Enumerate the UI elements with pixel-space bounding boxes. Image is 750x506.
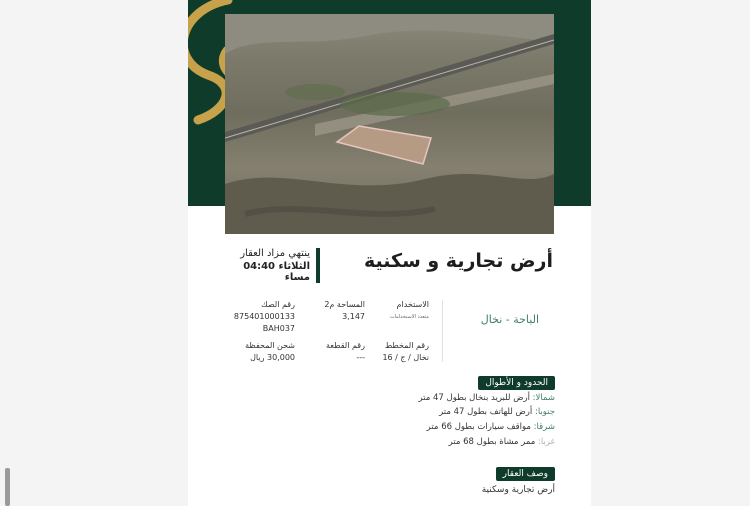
page-title: أرض تجارية و سكنية (364, 250, 553, 272)
plan-cell (382, 341, 429, 362)
boundary-south-text: أرض للهاتف بطول 47 متر (439, 407, 533, 417)
boundary-south-dir: جنوبا: (534, 407, 555, 417)
boundary-west-dir: غربا: (538, 437, 555, 447)
wallet-label: شحن المحفظة (245, 341, 295, 350)
deed-code: BAH037 (262, 324, 295, 333)
area-cell (324, 300, 365, 321)
plot-cell (326, 341, 365, 362)
boundary-west-text: ممر مشاة بطول 68 متر (448, 437, 536, 447)
wallet-value: 30,000 ريال (250, 353, 295, 362)
boundary-east-dir: شرقا: (533, 422, 555, 432)
deed-cell (234, 300, 295, 333)
area-label: المساحة م2 (324, 300, 365, 309)
plan-value: نخال / ج / 16 (382, 353, 429, 362)
plan-label: رقم المخطط (384, 341, 429, 350)
usage-value: متعدد الاستخدامات (389, 314, 429, 320)
location-text: الباحة - نخال (480, 313, 539, 326)
boundaries-heading: الحدود و الأطوال (478, 376, 555, 390)
deed-value: 875401000133 (233, 312, 295, 321)
usage-label: الاستخدام (396, 300, 429, 309)
boundary-east-text: مواقف سيارات بطول 66 متر (426, 422, 531, 432)
plot-label: رقم القطعة (326, 341, 365, 350)
boundary-west (449, 437, 555, 447)
boundary-north-text: أرض للبريد بنخال بطول 47 متر (418, 393, 530, 403)
description-text: أرض تجارية وسكنية (481, 485, 555, 495)
divider (442, 300, 443, 362)
boundary-north-dir: شمالا: (532, 393, 555, 403)
deed-label: رقم الصك (261, 300, 295, 309)
auction-end-label: ينتهي مزاد العقار (240, 248, 310, 259)
area-value: 3,147 (342, 312, 365, 321)
wallet-cell (245, 341, 295, 362)
description-heading: وصف العقار (496, 467, 555, 481)
auction-end-time: الثلاثاء 04:40 مساء (243, 261, 310, 283)
plot-value: --- (356, 353, 365, 362)
boundary-north (418, 393, 555, 403)
auction-end-block (224, 248, 320, 283)
scrollbar[interactable] (5, 468, 10, 506)
listing-page (188, 0, 591, 506)
property-aerial-photo (225, 14, 554, 234)
boundary-south (439, 407, 555, 417)
usage-cell (390, 300, 429, 320)
boundary-east (427, 422, 555, 432)
